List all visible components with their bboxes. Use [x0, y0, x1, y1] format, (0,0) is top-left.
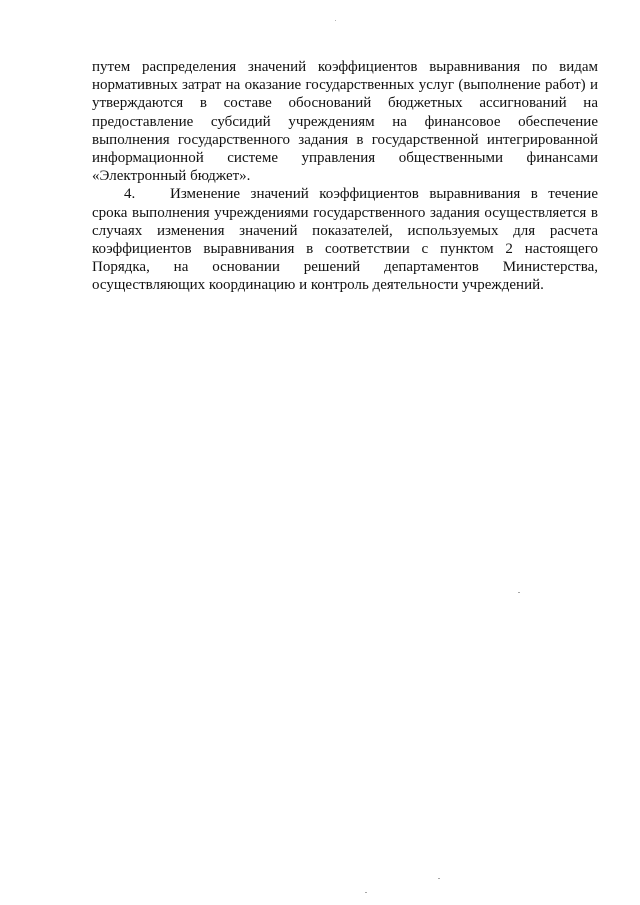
item-number: 4. — [124, 186, 136, 203]
item-text: Изменение значений коэффициентов выравнивания в течение срока выполнения учреждениями государственного задания осуществляется в случаях изменения значений показателей, используемых для расчета коэффициентов выравнивания в соответствии с пунктом 2 настоящего Порядка, на основании решений департаментов Министерства, осуществляющих координацию и контроль деятельности учреждений. — [92, 186, 598, 294]
scan-speck — [438, 878, 440, 879]
paragraph-item-4 — [92, 185, 598, 294]
scan-speck — [365, 892, 367, 893]
document-body — [92, 58, 598, 295]
scan-speck — [335, 20, 336, 21]
paragraph-continuation: путем распределения значений коэффициентов выравнивания по видам нормативных затрат на оказание государственных услуг (выполнение работ) и утверждаются в составе обоснований бюджетных ассигнований на предоставление субсидий учреждениям на финансовое обеспечение выполнения государственного задания в государственной интегрированной информационной системе управления общественными финансами «Электронный бюджет». — [92, 59, 598, 185]
scan-speck — [518, 592, 520, 593]
